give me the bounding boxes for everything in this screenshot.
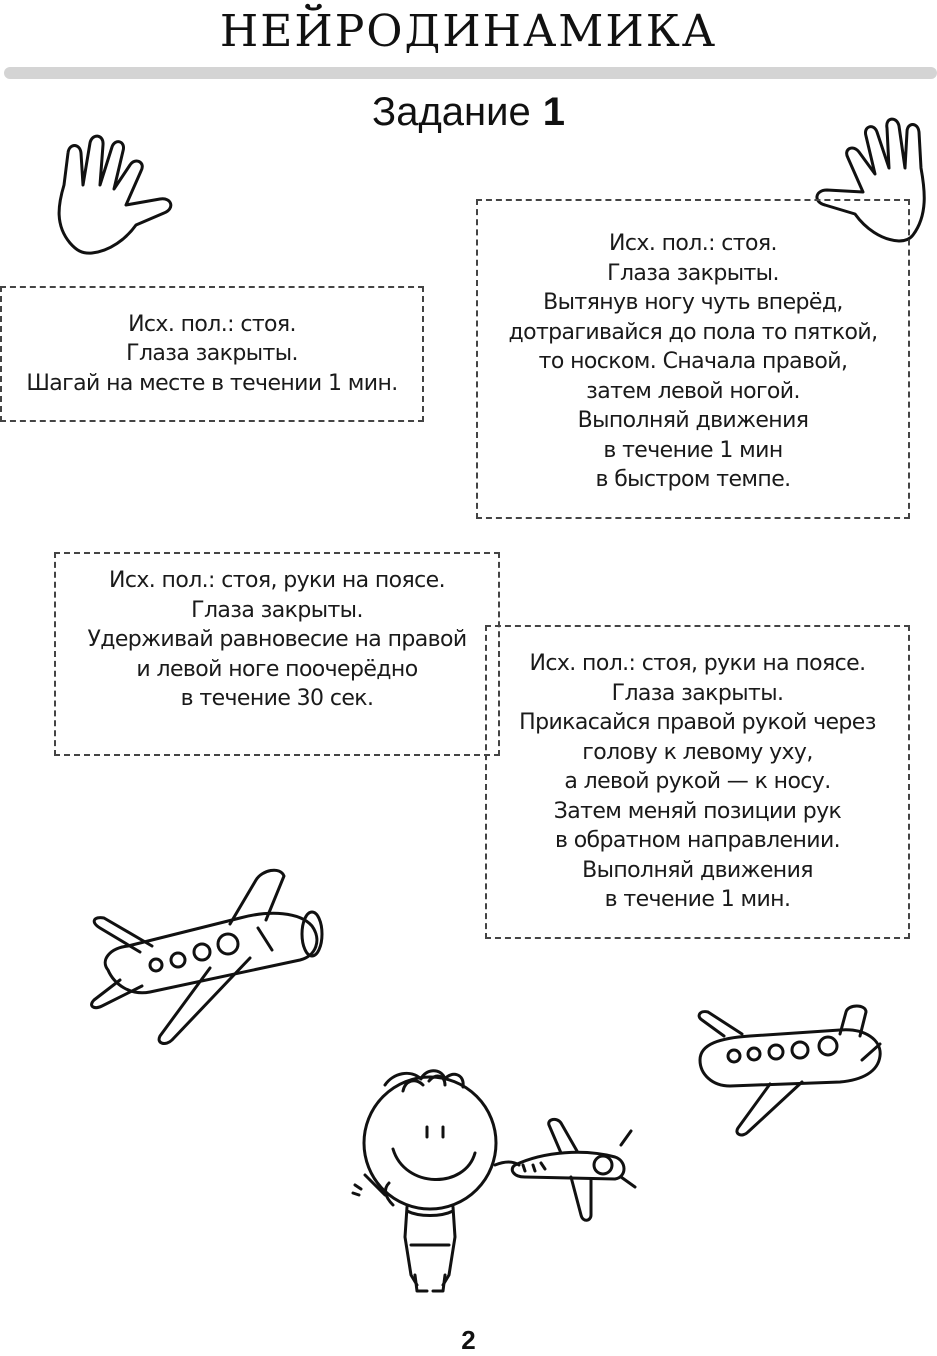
exercise-1-line: Исх. пол.: стоя. xyxy=(128,311,296,337)
exercise-1-line: Глаза закрыты. xyxy=(126,341,298,367)
exercise-3-line: Глаза закрыты. xyxy=(191,597,363,623)
exercise-box-1 xyxy=(0,286,424,422)
header-divider xyxy=(4,67,937,79)
exercise-box-4 xyxy=(485,625,910,939)
exercise-4-line: Прикасайся правой рукой через xyxy=(519,710,876,736)
page-number: 2 xyxy=(461,1325,476,1355)
exercise-box-2 xyxy=(476,199,910,519)
left-hand-icon xyxy=(50,125,190,265)
exercise-1-line: Шагай на месте в течении 1 мин. xyxy=(26,370,398,396)
task-number: 1 xyxy=(542,90,565,134)
exercise-2-line: то носком. Сначала правой, xyxy=(538,349,848,375)
exercise-3-line: в течение 30 сек. xyxy=(180,686,374,712)
exercise-2-line: в течение 1 мин xyxy=(603,437,783,463)
airplane-small-icon xyxy=(690,1000,890,1140)
exercise-2-line: Глаза закрыты. xyxy=(607,260,779,286)
exercise-4-line: в обратном направлении. xyxy=(554,828,841,854)
airplane-icon xyxy=(80,860,340,1050)
exercise-4-line: Выполняй движения xyxy=(582,857,813,883)
exercise-2-line: затем левой ногой. xyxy=(586,378,800,404)
exercise-4-line: в течение 1 мин. xyxy=(604,887,791,913)
exercise-4-line: Исх. пол.: стоя, руки на поясе. xyxy=(529,651,866,677)
task-label: Задание xyxy=(372,90,531,134)
exercise-2-line: Исх. пол.: стоя. xyxy=(609,231,777,257)
exercise-2-line: в быстром темпе. xyxy=(595,467,791,493)
boy-with-plane-icon xyxy=(345,1065,645,1305)
exercise-3-line: Исх. пол.: стоя, руки на поясе. xyxy=(109,568,445,594)
exercise-2-line: Вытянув ногу чуть вперёд, xyxy=(543,290,843,316)
exercise-2-line: дотрагивайся до пола то пяткой, xyxy=(508,319,878,345)
exercise-box-3 xyxy=(54,552,500,756)
exercise-2-line: Выполняй движения xyxy=(577,408,809,434)
exercise-4-line: голову к левому уху, xyxy=(582,739,813,765)
exercise-3-line: и левой ноге поочерёдно xyxy=(136,656,418,682)
exercise-3-line: Удерживай равновесие на правой xyxy=(87,627,467,653)
exercise-4-line: Затем меняй позиции рук xyxy=(553,798,842,824)
exercise-4-line: Глаза закрыты. xyxy=(611,680,784,706)
page-title: НЕЙРОДИНАМИКА xyxy=(219,6,718,57)
exercise-4-line: а левой рукой — к носу. xyxy=(564,769,831,795)
